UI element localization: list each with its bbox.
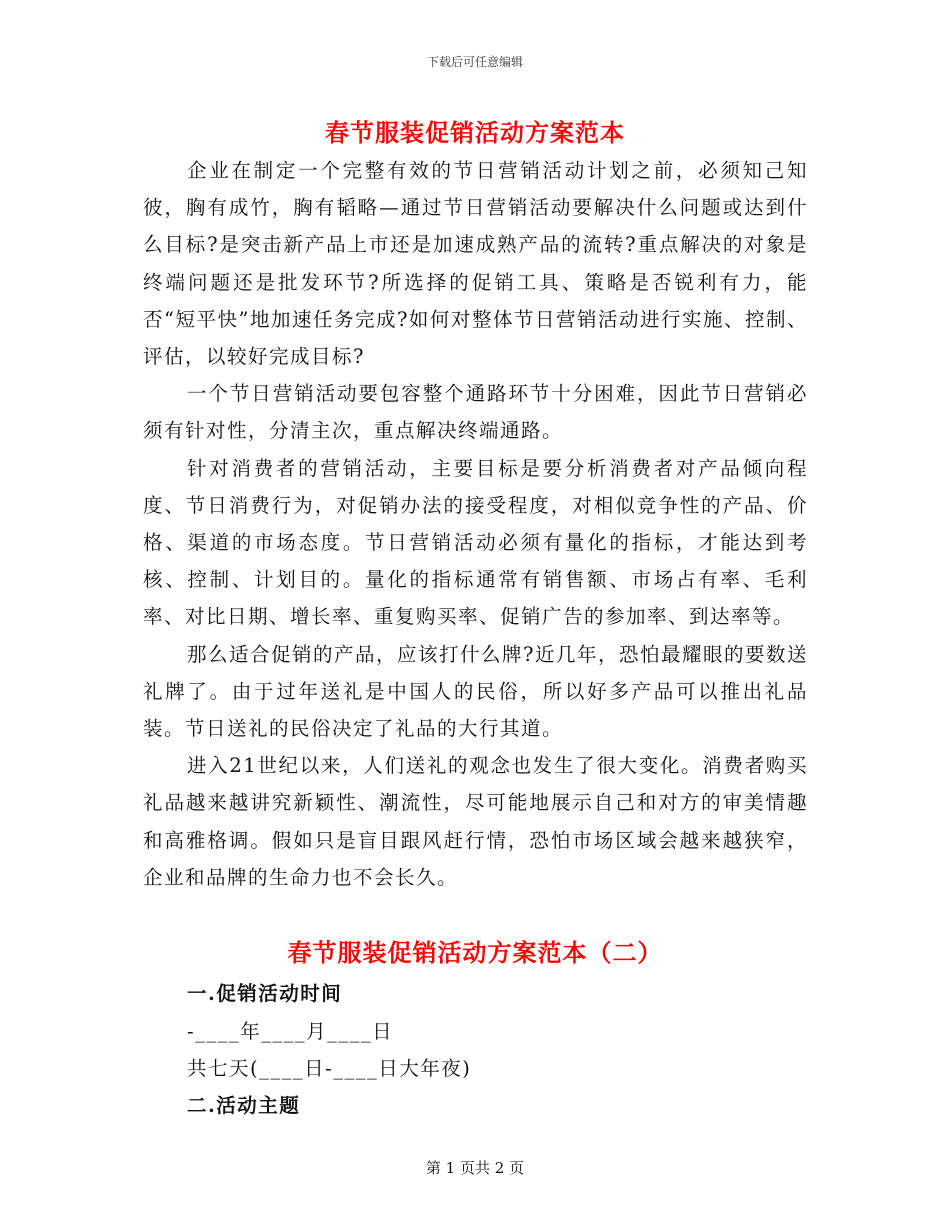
duration-line: 共七天(____日-____日大年夜): [187, 1057, 472, 1080]
date-line: -____年____月____日: [187, 1020, 394, 1043]
paragraph: 企业在制定一个完整有效的节日营销活动计划之前，必须知己知彼，胸有成竹，胸有韬略—通过节日营销活动要解决什么问题或达到什么目标?是突击新产品上市还是加速成熟产品的流转?重点解决的对象是终端问题还是批发环节?所选择的促销工具、策略是否锐利有力，能否“短平快”地加速任务完成?如何对整体节日营销活动进行实施、控制、评估，以较好完成目标?: [143, 159, 808, 369]
section-heading-theme: 二.活动主题: [187, 1094, 301, 1117]
second-title: 春节服装促销活动方案范本（二）: [287, 938, 663, 967]
page-footer: 第 1 页共 2 页: [425, 1159, 525, 1177]
document-title: 春节服装促销活动方案范本: [325, 118, 625, 147]
section-heading-time: 一.促销活动时间: [187, 982, 343, 1005]
page-header: 下载后可任意编辑: [426, 55, 523, 69]
paragraph: 进入21世纪以来，人们送礼的观念也发生了很大变化。消费者购买礼品越来越讲究新颖性、潮流性，尽可能地展示自己和对方的审美情趣和高雅格调。假如只是盲目跟风赶行情，恐怕市场区域会越来越狭窄，企业和品牌的生命力也不会长久。: [143, 754, 808, 889]
paragraph: 一个节日营销活动要包容整个通路环节十分困难，因此节日营销必须有针对性，分清主次，重点解决终端通路。: [143, 382, 808, 443]
paragraph: 那么适合促销的产品，应该打什么牌?近几年，恐怕最耀眼的要数送礼牌了。由于过年送礼是中国人的民俗，所以好多产品可以推出礼品装。节日送礼的民俗决定了礼品的大行其道。: [143, 642, 808, 741]
section1-body: [143, 152, 808, 896]
paragraph: 针对消费者的营销活动，主要目标是要分析消费者对产品倾向程度、节日消费行为，对促销办法的接受程度，对相似竞争性的产品、价格、渠道的市场态度。节日营销活动必须有量化的指标，才能达到考核、控制、计划目的。量化的指标通常有销售额、市场占有率、毛利率、对比日期、增长率、重复购买率、促销广告的参加率、到达率等。: [143, 456, 808, 629]
